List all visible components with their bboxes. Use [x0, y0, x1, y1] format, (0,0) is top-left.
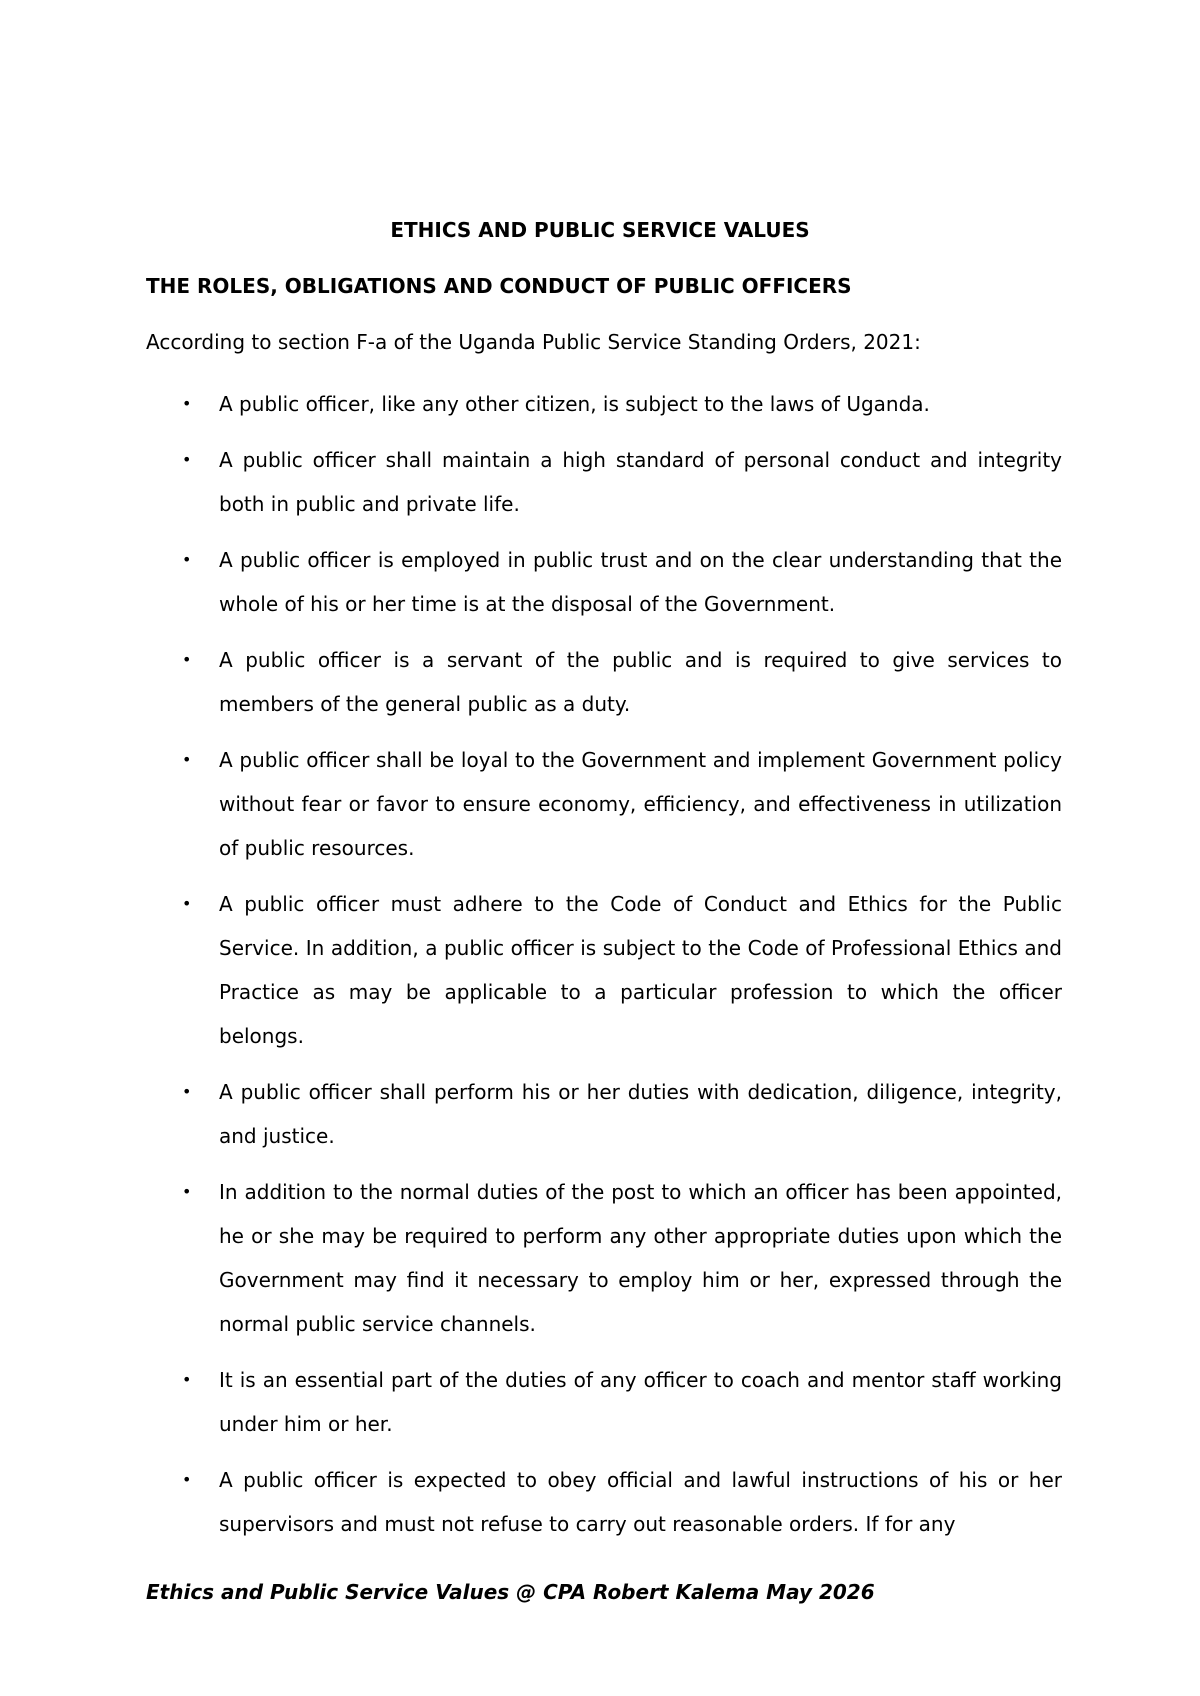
- list-item: [146, 1458, 1062, 1546]
- bullet-icon: •: [182, 1370, 192, 1389]
- list-item-text: A public officer shall perform his or her duties with dedication, diligence, integrity, and justice.: [219, 1080, 1062, 1148]
- list-item-text: A public officer is expected to obey official and lawful instructions of his or her supervisors and must not refuse to carry out reasonable orders. If for any: [219, 1468, 1062, 1536]
- list-item-text: A public officer is a servant of the public and is required to give services to members of the general public as a duty.: [219, 648, 1062, 716]
- section-heading: THE ROLES, OBLIGATIONS AND CONDUCT OF PUBLIC OFFICERS: [146, 274, 852, 298]
- list-item: [146, 538, 1062, 626]
- list-item-text: A public officer must adhere to the Code of Conduct and Ethics for the Public Service. In addition, a public officer is subject to the Code of Professional Ethics and Practice as may be applicable to a particular profession to which the officer belongs.: [219, 892, 1062, 1048]
- intro-paragraph: According to section F-a of the Uganda Public Service Standing Orders, 2021:: [146, 330, 921, 354]
- bullet-icon: •: [182, 650, 192, 669]
- list-item-text: A public officer is employed in public trust and on the clear understanding that the whole of his or her time is at the disposal of the Government.: [219, 548, 1062, 616]
- list-item: [146, 1358, 1062, 1446]
- bullet-icon: •: [182, 550, 192, 569]
- list-item-text: It is an essential part of the duties of any officer to coach and mentor staff working under him or her.: [219, 1368, 1062, 1436]
- list-item-text: A public officer shall be loyal to the Government and implement Government policy without fear or favor to ensure economy, efficiency, and effectiveness in utilization of public resources.: [219, 748, 1062, 860]
- bullet-icon: •: [182, 750, 192, 769]
- list-item: [146, 1070, 1062, 1158]
- list-item: [146, 438, 1062, 526]
- bullet-icon: •: [182, 1182, 192, 1201]
- list-item-text: A public officer, like any other citizen, is subject to the laws of Uganda.: [219, 392, 930, 416]
- bullet-icon: •: [182, 894, 192, 913]
- list-item-text: A public officer shall maintain a high standard of personal conduct and integrity both in public and private life.: [219, 448, 1062, 516]
- bullet-icon: •: [182, 394, 192, 413]
- list-item: [146, 1170, 1062, 1346]
- bullet-icon: •: [182, 1082, 192, 1101]
- bullet-icon: •: [182, 450, 192, 469]
- list-item: [146, 738, 1062, 870]
- bullet-icon: •: [182, 1470, 192, 1489]
- page-footer: Ethics and Public Service Values @ CPA Robert Kalema May 2026: [146, 1580, 875, 1604]
- list-item: [146, 638, 1062, 726]
- list-item: [146, 382, 1062, 426]
- bullet-list: [146, 382, 1062, 1558]
- list-item-text: In addition to the normal duties of the post to which an officer has been appointed, he or she may be required to perform any other appropriate duties upon which the Government may find it necessary to employ him or her, expressed through the normal public service channels.: [219, 1180, 1062, 1336]
- list-item: [146, 882, 1062, 1058]
- document-title: ETHICS AND PUBLIC SERVICE VALUES: [390, 218, 810, 242]
